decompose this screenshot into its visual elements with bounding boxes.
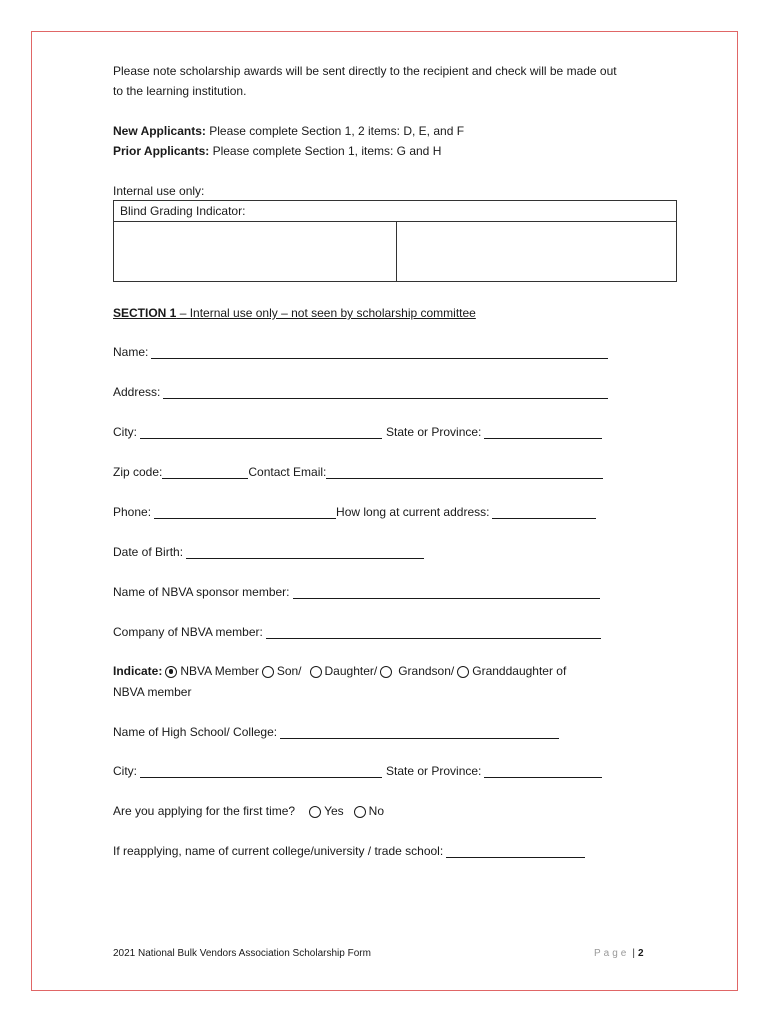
state-field[interactable] <box>484 426 602 439</box>
state-label: State or Province: <box>386 425 482 439</box>
new-applicants-text: Please complete Section 1, 2 items: D, E, and F <box>209 124 465 138</box>
city-field-2[interactable] <box>140 765 382 778</box>
school-field[interactable] <box>280 726 559 739</box>
dob-label: Date of Birth: <box>113 545 184 559</box>
new-applicants <box>113 124 464 138</box>
company-label: Company of NBVA member: <box>113 625 263 639</box>
phone-field[interactable] <box>154 506 336 519</box>
zip-email-row <box>113 465 603 479</box>
reapply-field[interactable] <box>446 845 585 858</box>
school-label: Name of High School/ College: <box>113 725 278 739</box>
state-field-2[interactable] <box>484 765 602 778</box>
address-label: Address: <box>113 385 161 399</box>
section-1-title: SECTION 1 <box>113 306 177 320</box>
first-time-row <box>113 804 384 818</box>
name-label: Name: <box>113 345 149 359</box>
sponsor-row <box>113 585 600 599</box>
address-row <box>113 385 608 399</box>
footer-page-word: Page <box>594 948 630 959</box>
intro-line-1: Please note scholarship awards will be sent directly to the recipient and check will be made out <box>113 64 617 78</box>
option-daughter: Daughter/ <box>324 664 378 678</box>
city-field[interactable] <box>140 426 382 439</box>
prior-applicants <box>113 144 441 158</box>
option-nbva-member: NBVA Member <box>180 664 259 678</box>
intro-line-2: to the learning institution. <box>113 84 247 98</box>
school-row <box>113 725 559 739</box>
city-state-row <box>113 425 602 439</box>
option-granddaughter: Granddaughter of <box>472 664 567 678</box>
radio-daughter-icon[interactable] <box>310 666 322 678</box>
address-field[interactable] <box>163 386 608 399</box>
blind-grading-table <box>113 200 677 282</box>
state-label-2: State or Province: <box>386 764 482 778</box>
how-long-field[interactable] <box>492 506 596 519</box>
footer-page-number: 2 <box>637 948 644 959</box>
new-applicants-label: New Applicants: <box>113 124 206 138</box>
indicate-label: Indicate: <box>113 664 163 678</box>
radio-yes-icon[interactable] <box>309 806 321 818</box>
city-label-2: City: <box>113 764 137 778</box>
sponsor-field[interactable] <box>293 586 600 599</box>
section-1-heading <box>113 306 476 320</box>
city-state-row-2 <box>113 764 602 778</box>
zip-field[interactable] <box>162 466 248 479</box>
dob-field[interactable] <box>186 546 424 559</box>
footer-title: 2021 National Bulk Vendors Association Scholarship Form <box>113 948 371 959</box>
radio-granddaughter-icon[interactable] <box>457 666 469 678</box>
how-long-label: How long at current address: <box>336 505 490 519</box>
radio-nbva-member-icon[interactable] <box>165 666 177 678</box>
radio-no-icon[interactable] <box>354 806 366 818</box>
option-yes: Yes <box>324 804 344 818</box>
name-row <box>113 345 608 359</box>
indicate-row <box>113 664 566 678</box>
email-label: Contact Email: <box>248 465 327 479</box>
zip-label: Zip code: <box>113 465 163 479</box>
option-grandson: Grandson/ <box>398 664 455 678</box>
radio-son-icon[interactable] <box>262 666 274 678</box>
reapply-label: If reapplying, name of current college/university / trade school: <box>113 844 444 858</box>
blind-grading-cell-left[interactable] <box>114 222 397 282</box>
radio-grandson-icon[interactable] <box>380 666 392 678</box>
dob-row <box>113 545 424 559</box>
phone-row <box>113 505 596 519</box>
footer-page-separator: | <box>632 948 635 959</box>
internal-use-label: Internal use only: <box>113 184 205 198</box>
prior-applicants-label: Prior Applicants: <box>113 144 210 158</box>
footer-page <box>594 948 644 959</box>
sponsor-label: Name of NBVA sponsor member: <box>113 585 290 599</box>
indicate-continuation: NBVA member <box>113 685 192 699</box>
option-son: Son/ <box>276 664 302 678</box>
option-no: No <box>368 804 385 818</box>
first-time-label: Are you applying for the first time? <box>113 804 296 818</box>
phone-label: Phone: <box>113 505 152 519</box>
name-field[interactable] <box>151 346 608 359</box>
blind-grading-header: Blind Grading Indicator: <box>114 201 676 222</box>
prior-applicants-text: Please complete Section 1, items: G and H <box>212 144 442 158</box>
blind-grading-cell-right[interactable] <box>397 222 676 282</box>
city-label: City: <box>113 425 137 439</box>
email-field[interactable] <box>326 466 603 479</box>
reapply-row <box>113 844 585 858</box>
company-row <box>113 625 601 639</box>
company-field[interactable] <box>266 626 601 639</box>
section-1-subtitle: – Internal use only – not seen by scholarship committee <box>176 306 476 320</box>
